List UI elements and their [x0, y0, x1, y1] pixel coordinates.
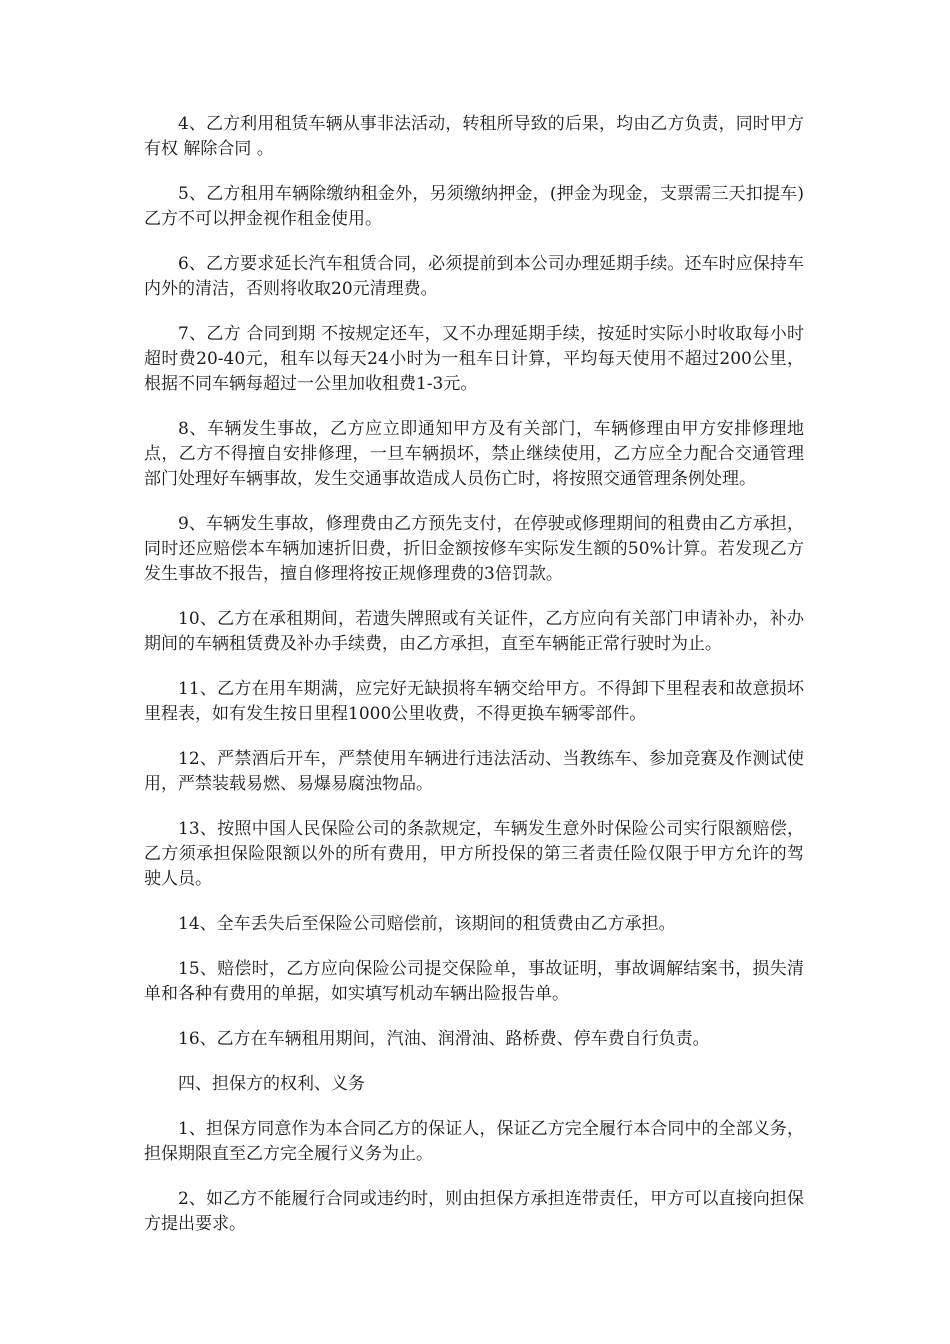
guarantor-clause-2: 2、如乙方不能履行合同或违约时，则由担保方承担连带责任，甲方可以直接向担保方提出要求。	[144, 1189, 804, 1234]
clause-4: 4、乙方利用租赁车辆从事非法活动，转租所导致的后果，均由乙方负责，同时甲方有权 解除合同 。	[144, 114, 804, 159]
clause-10: 10、乙方在承租期间，若遗失牌照或有关证件，乙方应向有关部门申请补办，补办期间的车辆租赁费及补办手续费，由乙方承担，直至车辆能正常行驶时为止。	[144, 609, 804, 654]
clause-5: 5、乙方租用车辆除缴纳租金外，另须缴纳押金，(押金为现金，支票需三天扣提车)乙方不可以押金视作租金使用。	[144, 184, 804, 229]
clause-8: 8、车辆发生事故，乙方应立即通知甲方及有关部门，车辆修理由甲方安排修理地点，乙方不得擅自安排修理，一旦车辆损坏，禁止继续使用，乙方应全力配合交通管理部门处理好车辆事故，发生交通事故造成人员伤亡时，将按照交通管理条例处理。	[144, 419, 804, 489]
guarantor-clause-1: 1、担保方同意作为本合同乙方的保证人，保证乙方完全履行本合同中的全部义务，担保期限直至乙方完全履行义务为止。	[144, 1119, 804, 1164]
clause-11: 11、乙方在用车期满，应完好无缺损将车辆交给甲方。不得卸下里程表和故意损坏里程表，如有发生按日里程1000公里收费，不得更换车辆零部件。	[144, 679, 804, 724]
clause-13: 13、按照中国人民保险公司的条款规定，车辆发生意外时保险公司实行限额赔偿，乙方须承担保险限额以外的所有费用，甲方所投保的第三者责任险仅限于甲方允许的驾驶人员。	[144, 819, 804, 889]
document-body	[144, 112, 804, 1257]
clause-14: 14、全车丢失后至保险公司赔偿前，该期间的租赁费由乙方承担。	[178, 914, 676, 934]
clause-15: 15、赔偿时，乙方应向保险公司提交保险单，事故证明，事故调解结案书，损失清单和各种有费用的单据，如实填写机动车辆出险报告单。	[144, 959, 804, 1004]
clause-9: 9、车辆发生事故，修理费由乙方预先支付，在停驶或修理期间的租费由乙方承担，同时还应赔偿本车辆加速折旧费，折旧金额按修车实际发生额的50%计算。若发现乙方发生事故不报告，擅自修理将按正规修理费的3倍罚款。	[144, 514, 804, 584]
section-heading-guarantor: 四、担保方的权利、义务	[178, 1074, 365, 1094]
clause-6: 6、乙方要求延长汽车租赁合同，必须提前到本公司办理延期手续。还车时应保持车内外的清洁，否则将收取20元清理费。	[144, 254, 804, 299]
clause-12: 12、严禁酒后开车，严禁使用车辆进行违法活动、当教练车、参加竞赛及作测试使用，严禁装载易燃、易爆易腐浊物品。	[144, 749, 804, 794]
clause-16: 16、乙方在车辆租用期间，汽油、润滑油、路桥费、停车费自行负责。	[178, 1029, 710, 1049]
clause-7: 7、乙方 合同到期 不按规定还车，又不办理延期手续，按延时实际小时收取每小时超时费20-40元，租车以每天24小时为一租车日计算，平均每天使用不超过200公里，根据不同车辆每超过一公里加收租费1-3元。	[144, 324, 804, 394]
